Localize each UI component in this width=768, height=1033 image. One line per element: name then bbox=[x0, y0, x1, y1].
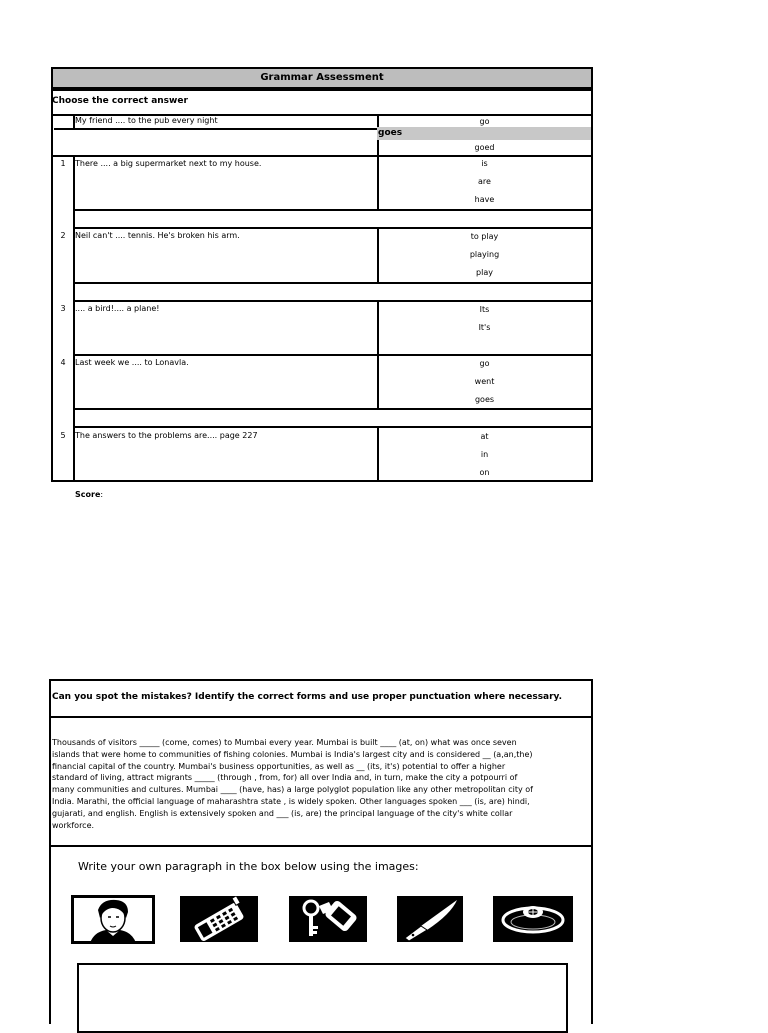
instruction-label: Choose the correct answer bbox=[52, 96, 188, 106]
divider bbox=[74, 227, 591, 229]
answer-option[interactable]: playing bbox=[469, 250, 500, 259]
answer-option[interactable]: went bbox=[474, 377, 495, 386]
mobile-phone-icon bbox=[180, 896, 258, 942]
ring-icon bbox=[493, 896, 573, 942]
question-text: Neil can't .... tennis. He's broken his arm. bbox=[75, 231, 240, 240]
divider bbox=[74, 282, 591, 284]
mistakes-heading: Can you spot the mistakes? Identify the correct forms and use proper punctuation where necessary. bbox=[52, 692, 563, 702]
paragraph-line: gujarati, and english. English is extensively spoken and ___ (is, are) the principal language of the city's white collar bbox=[52, 808, 513, 818]
example-option[interactable]: go bbox=[479, 117, 490, 126]
example-question: My friend .... to the pub every night bbox=[75, 116, 218, 125]
answer-option[interactable]: is bbox=[481, 159, 488, 168]
answer-option[interactable]: are bbox=[478, 177, 491, 186]
divider bbox=[74, 354, 591, 356]
question-number: 5 bbox=[60, 431, 66, 440]
example-option[interactable]: goed bbox=[474, 143, 495, 152]
man-portrait-icon bbox=[71, 895, 155, 944]
paragraph-line: workforce. bbox=[52, 820, 95, 830]
page-title: Grammar Assessment bbox=[51, 67, 593, 89]
answer-option[interactable]: go bbox=[479, 359, 490, 368]
divider bbox=[74, 408, 591, 410]
score-colon: : bbox=[100, 490, 104, 499]
write-instruction: Write your own paragraph in the box below using the images: bbox=[78, 860, 419, 873]
answer-option[interactable]: in bbox=[480, 450, 489, 459]
score-label: Score bbox=[75, 490, 101, 499]
answer-option[interactable]: Its bbox=[479, 305, 490, 314]
question-number: 1 bbox=[60, 159, 66, 168]
paragraph-line: India. Marathi, the official language of maharashtra state , is widely spoken. Other languages spoken ___ (is, are) hindi, bbox=[52, 796, 530, 806]
divider bbox=[74, 426, 591, 428]
divider bbox=[51, 845, 591, 847]
answer-option[interactable]: It's bbox=[478, 323, 491, 332]
paragraph-line: standard of living, attract migrants _____ (through , from, for) all over India and, in turn, make the city a potpourri of bbox=[52, 773, 518, 783]
paragraph-line: Thousands of visitors _____ (come, comes) to Mumbai every year. Mumbai is built ____ (at, on) what was once seven bbox=[52, 738, 517, 747]
knife-icon bbox=[397, 896, 463, 942]
question-number: 3 bbox=[60, 304, 66, 313]
question-text: .... a bird!.... a plane! bbox=[75, 304, 160, 313]
answer-option[interactable]: play bbox=[476, 268, 493, 277]
answer-option[interactable]: have bbox=[474, 195, 495, 204]
answer-option[interactable]: to play bbox=[470, 232, 499, 241]
question-text: The answers to the problems are.... page 227 bbox=[75, 431, 258, 440]
example-correct-answer[interactable]: goes bbox=[378, 128, 403, 138]
divider bbox=[53, 89, 591, 91]
score-line bbox=[75, 490, 103, 499]
answer-option[interactable]: goes bbox=[474, 395, 495, 404]
question-text: There .... a big supermarket next to my house. bbox=[75, 159, 262, 168]
paragraph-line: financial capital of the country. Mumbai's business opportunities, as well as __ (its, it's) potential to offer a higher bbox=[52, 761, 506, 771]
paragraph-line: many communities and cultures. Mumbai ____ (have, has) a large polyglot population like any other metropolitan city of bbox=[52, 785, 533, 795]
divider bbox=[377, 300, 379, 408]
question-number: 4 bbox=[60, 358, 66, 367]
question-text: Last week we .... to Lonavla. bbox=[75, 358, 189, 367]
divider bbox=[53, 155, 591, 157]
paragraph-writing-box[interactable] bbox=[77, 963, 568, 1033]
mistakes-paragraph bbox=[52, 737, 582, 831]
divider bbox=[51, 716, 591, 718]
answer-highlight bbox=[377, 127, 591, 140]
answer-option[interactable]: on bbox=[479, 468, 490, 477]
paragraph-line: islands that were home to communities of fishing colonies. Mumbai is India's largest city and is considered __ (a,an,the) bbox=[52, 749, 533, 759]
divider bbox=[74, 209, 591, 211]
question-number: 2 bbox=[60, 231, 66, 240]
answer-option[interactable]: at bbox=[480, 432, 489, 441]
keys-icon bbox=[289, 896, 367, 942]
divider bbox=[74, 300, 591, 302]
